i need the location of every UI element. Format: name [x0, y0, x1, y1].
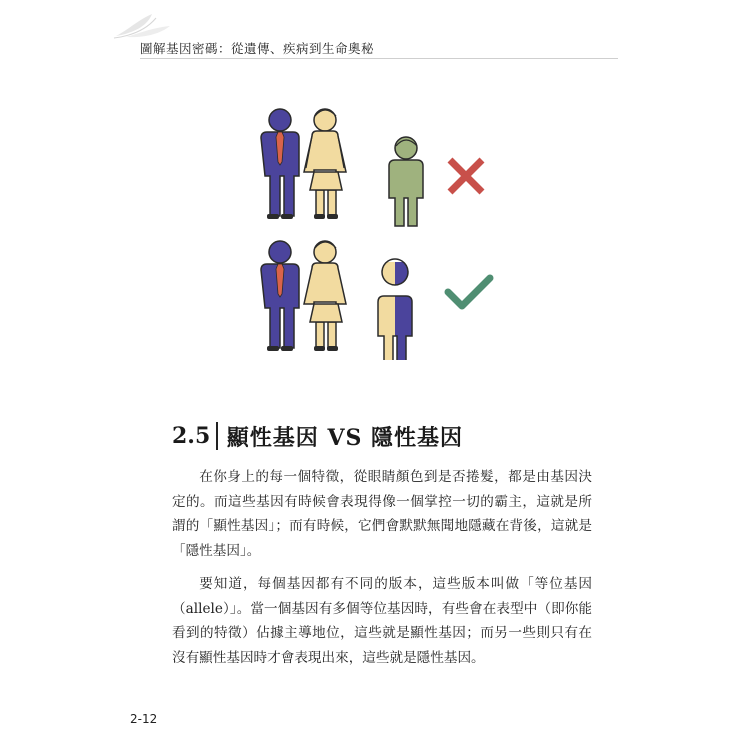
cross-icon: [450, 160, 482, 192]
page-number: 2-12: [130, 712, 158, 726]
checkmark-icon: [448, 278, 490, 306]
child-figure-dominant: [370, 259, 420, 360]
father-figure-2: [261, 241, 299, 351]
paragraph: 在你身上的每一個特徵，從眼睛顏色到是否捲髮，都是由基因決定的。而這些基因有時候會表現得像一個掌控一切的霸主，這就是所謂的「顯性基因」；而有時候，它們會默默無聞地隱藏在背後，這就是「隱性基因」。: [172, 469, 592, 559]
section-heading: [172, 420, 463, 452]
body-text: [172, 465, 592, 679]
section-divider: [216, 422, 218, 450]
mother-figure-1: [304, 109, 346, 219]
paragraph: 要知道，每個基因都有不同的版本，這些版本叫做「等位基因（allele）」。當一個基因有多個等位基因時，有些會在表型中（即你能看到的特徵）佔據主導地位，這些就是顯性基因；而另一些則只有在沒有顯性基因時才會表現出來，這些就是隱性基因。: [172, 576, 592, 666]
header-divider: [140, 58, 618, 59]
book-title: 圖解基因密碼：從遺傳、疾病到生命奧秘: [140, 41, 375, 56]
parents-row-1: [261, 109, 346, 219]
mother-figure-2: [304, 241, 346, 351]
section-number: 2.5: [172, 423, 211, 449]
section-title: 顯性基因 VS 隱性基因: [226, 424, 464, 451]
child-figure-recessive: [389, 137, 423, 226]
parents-row-2: [261, 241, 346, 351]
inheritance-illustration: [250, 100, 510, 360]
father-figure-1: [261, 109, 299, 219]
leaf-logo-icon: [112, 10, 174, 40]
